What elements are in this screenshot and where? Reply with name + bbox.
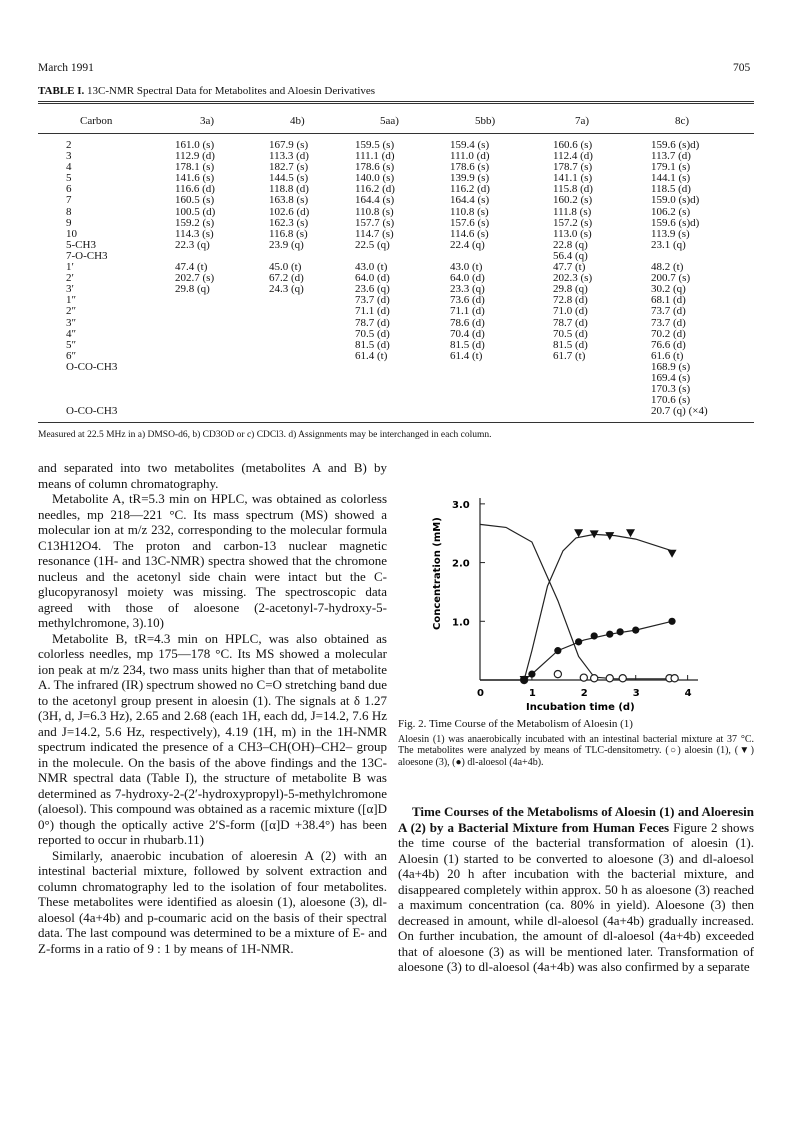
left-column: [38, 460, 387, 956]
aloesol-point: [632, 626, 639, 633]
table-bottom-rule: [38, 422, 754, 423]
x-tick-label: 1: [528, 688, 536, 699]
aloesol-point: [591, 632, 598, 639]
table-col-4: 167.9 (s) 113.3 (d) 182.7 (s) 144.5 (s) 118.8 (d) 163.8 (s) 102.6 (d) 162.3 (s) 116.8 (s) 23.9 (q) 45.0 (t) 67.2 (d) 24.3 (q): [269, 139, 310, 296]
chart-marks: [520, 529, 679, 684]
aloesol-point: [554, 647, 561, 654]
series-line: [480, 534, 672, 680]
x-tick-label: 0: [477, 688, 484, 699]
figure-caption-text: Aloesin (1) was anaerobically incubated with an intestinal bacterial mixture at 37 °C. The metabolites were analyzed by means of TLC-densitometry. (○) aloesin (1), (▼) aloesone (3), (●) dl-aloesol (4a+4b).: [398, 733, 754, 768]
x-axis-label: Incubation time (d): [526, 702, 635, 713]
aloesone-point: [626, 529, 635, 537]
figure-caption: [398, 719, 754, 768]
x-tick-label: 2: [580, 688, 588, 699]
table-label: TABLE I.: [38, 85, 85, 97]
right-column: [398, 804, 754, 975]
y-tick-label: 2.0: [452, 558, 470, 570]
y-axis-label: Concentration (mM): [432, 517, 443, 630]
paragraph: and separated into two metabolites (metabolites A and B) by means of column chromatography.: [38, 460, 387, 491]
y-tick-label: 1.0: [452, 617, 470, 629]
figure-caption-title: Fig. 2. Time Course of the Metabolism of Aloesin (1): [398, 718, 633, 730]
aloesin-point: [619, 675, 626, 682]
aloesol-point: [617, 628, 624, 635]
table-header-7: 7a): [575, 115, 590, 127]
table-header-carbon: Carbon: [80, 115, 113, 127]
table-header-3: 3a): [200, 115, 215, 127]
table-caption: [38, 85, 375, 97]
aloesol-point: [521, 676, 528, 683]
table-col-3: 161.0 (s) 112.9 (d) 178.1 (s) 141.6 (s) 116.6 (d) 160.5 (s) 100.5 (d) 159.2 (s) 114.3 (s) 22.3 (q) 47.4 (t) 202.7 (s) 29.8 (q): [175, 139, 216, 296]
table-top-rule: [38, 101, 754, 104]
table-header-5a: 5aa): [380, 115, 399, 127]
table-header-rule: [38, 133, 754, 134]
table-col-carbon: 2 3 4 5 6 7 8 9 10 5-CH3 7-O-CH3 1′ 2′ 3′ 1″ 2″ 3″ 4″ 5″ 6″ O-CO-CH3 O-CO-CH3: [66, 139, 118, 418]
running-date: March 1991: [38, 62, 94, 74]
aloesone-point: [605, 532, 614, 540]
aloesol-point: [668, 618, 675, 625]
table-title: 13C-NMR Spectral Data for Metabolites and Aloesin Derivatives: [87, 85, 376, 97]
paragraph: Similarly, anaerobic incubation of aloeresin A (2) with an intestinal bacterial mixture, followed by solvent extraction and column chromatography led to the isolation of four metabolites. These metabolites were identified as aloesin (1), aloesone (3), dl-aloesol (4a+4b) and p-coumaric acid on the basis of their spectral data. The last compound was determined to be a mixture of E- and Z-forms in a ratio of 9 : 1 by means of 1H-NMR.: [38, 847, 387, 956]
aloesin-point: [580, 674, 587, 681]
aloesin-point: [554, 671, 561, 678]
x-tick-label: 4: [684, 688, 692, 699]
time-course-chart: [398, 490, 754, 715]
aloesol-point: [575, 638, 582, 645]
aloesin-point: [606, 675, 613, 682]
aloesone-point: [574, 529, 583, 537]
table-col-8: 159.6 (s)d) 113.7 (d) 179.1 (s) 144.1 (s) 118.5 (d) 159.0 (s)d) 106.2 (s) 159.6 (s)d) 113.9 (s) 23.1 (q) 48.2 (t) 200.7 (s) 30.2 (q) 68.1 (d) 73.7 (d) 73.7 (d) 70.2 (d) 76.6 (d) 61.6 (t) 168.9 (s) 169.4 (s) 170.3 (s) 170.6 (s) 20.7 (q) (×4): [651, 139, 708, 418]
table-header-8: 8c): [675, 115, 690, 127]
aloesone-point: [668, 550, 677, 558]
chart-curves: [480, 524, 672, 680]
aloesin-point: [671, 675, 678, 682]
paragraph: Metabolite B, tR=4.3 min on HPLC, was also obtained as colorless needles, mp 175—178 °C. Its MS showed a molecular ion peak at m/z 234, two mass units higher than that of metabolite A. The infrared (IR) spectrum showed no C=O stretching band due to the acetonyl group present in aloesin (1). The signals at δ 1.27 (3H, d, J=6.3 Hz), 2.65 and 2.68 (each 1H, each dd, J=14.2, 7.6 Hz and J=14.2, 5.6 Hz, respectively), 4.19 (1H, m) in the 1H-NMR spectrum indicated the presence of a CH3–CH(OH)–CH2– group in the molecule. On the basis of the above findings and the 13C-NMR spectral data (Table I), the structure of metabolite B was determined as 7-hydroxy-2-(2′-hydroxypropyl)-5-methylchromone (aloesol). This compound was obtained as a racemic mixture ([α]D 0°) though the optically active 2′S-form ([α]D +38.4°) has been reported to occur in rhubarb.11): [38, 630, 387, 847]
page-number: 705: [733, 62, 751, 74]
table-col-7: 160.6 (s) 112.4 (d) 178.7 (s) 141.1 (s) 115.8 (d) 160.2 (s) 111.8 (s) 157.2 (s) 113.0 (s) 22.8 (q) 56.4 (q) 47.7 (t) 202.3 (s) 29.8 (q) 72.8 (d) 71.0 (d) 78.7 (d) 70.5 (d) 81.5 (d) 61.7 (t): [553, 139, 593, 362]
chart-axes: [452, 498, 698, 699]
table-header-4: 4b): [290, 115, 305, 127]
aloesin-point: [591, 675, 598, 682]
table-header-5b: 5bb): [475, 115, 496, 127]
series-line: [480, 524, 672, 678]
y-tick-label: 3.0: [452, 499, 470, 511]
table-col-5a: 159.5 (s) 111.1 (d) 178.6 (s) 140.0 (s) 116.2 (d) 164.4 (s) 110.8 (s) 157.7 (s) 114.7 (s) 22.5 (q) 43.0 (t) 64.0 (d) 23.6 (q) 73.7 (d) 71.1 (d) 78.7 (d) 70.5 (d) 81.5 (d) 61.4 (t): [355, 139, 395, 362]
aloesol-point: [528, 671, 535, 678]
x-tick-label: 3: [632, 688, 640, 699]
table-footnote: Measured at 22.5 MHz in a) DMSO-d6, b) CD3OD or c) CDCl3. d) Assignments may be interchanged in each column.: [38, 430, 492, 440]
paragraph: Figure 2 shows the time course of the bacterial transformation of aloesin (1). Aloesin (1) started to be converted to aloesone (3) and dl-aloesol (4a+4b) 20 h after incubation with the bacterial mixture, and disappeared completely within approx. 50 h as aloesone (3) reached a maximum concentration (ca. 80% in yield). Aloesone (3) then decreased in amount, while dl-aloesol (4a+4b) gradually increased. On further incubation, the amount of dl-aloesol (4a+4b) exceeded that of aloesone (3) as will be mentioned later. Transformation of aloesone (3) to dl-aloesol (4a+4b) was also confirmed by a separate: [398, 819, 755, 974]
table-col-5b: 159.4 (s) 111.0 (d) 178.6 (s) 139.9 (s) 116.2 (d) 164.4 (s) 110.8 (s) 157.6 (s) 114.6 (s) 22.4 (q) 43.0 (t) 64.0 (d) 23.3 (q) 73.6 (d) 71.1 (d) 78.6 (d) 70.4 (d) 81.5 (d) 61.4 (t): [450, 139, 490, 362]
paragraph: Metabolite A, tR=5.3 min on HPLC, was obtained as colorless needles, mp 218—221 °C. Its mass spectrum (MS) showed a molecular ion at m/z 232, corresponding to the molecular formula C13H12O4. The proton and carbon-13 nuclear magnetic resonance (1H- and 13C-NMR) spectra showed that the chromone nucleus and the acetonyl side chain were intact but the C-glucopyranosyl moiety was missing. The spectroscopic data agreed with those of aloesone (2-acetonyl-7-hydroxy-5-methylchromone, 3).10): [38, 491, 387, 630]
aloesol-point: [606, 631, 613, 638]
section-heading: Time Courses of the Metabolisms of Aloesin (1) and Aloeresin A (2) by a Bacterial Mixture from Human Feces: [398, 804, 754, 835]
